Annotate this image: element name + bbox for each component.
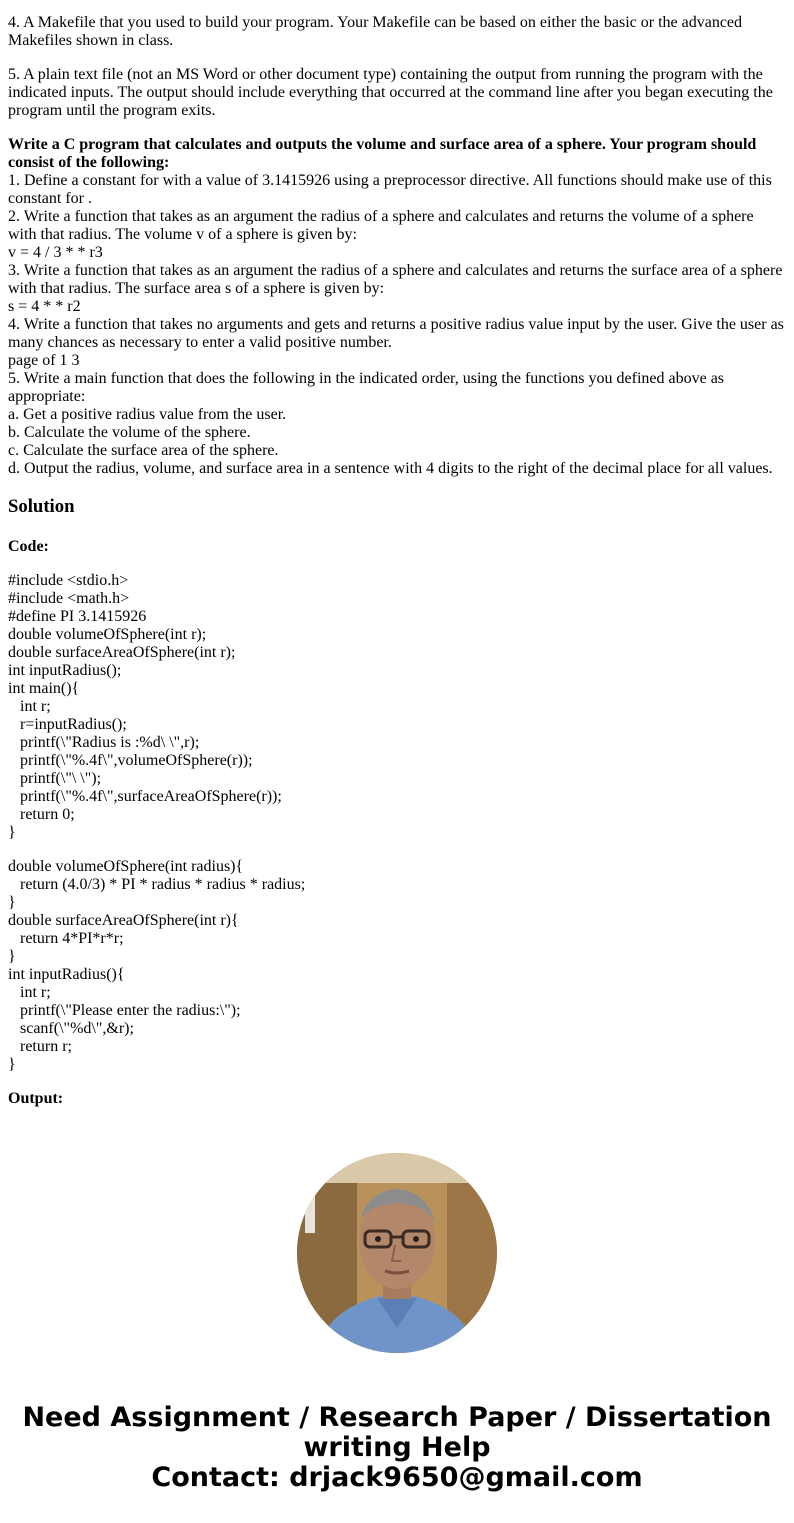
code-line: int inputRadius(){ — [8, 966, 125, 983]
code-line: printf(\"Please enter the radius:\"); — [8, 1002, 241, 1019]
code-line: int inputRadius(); — [8, 662, 122, 679]
code-line: #include <math.h> — [8, 590, 130, 607]
code-line: } — [8, 894, 16, 911]
code-line: printf(\"%.4f\",surfaceAreaOfSphere(r)); — [8, 788, 282, 805]
code-block-main — [8, 572, 786, 842]
footer-line-2: writing Help — [303, 1432, 491, 1463]
question-step-line: d. Output the radius, volume, and surface area in a sentence with 4 digits to the right of the decimal place for all values. — [8, 460, 773, 477]
code-line: return 0; — [8, 806, 75, 823]
footer-contact — [0, 1403, 794, 1493]
code-line: scanf(\"%d\",&r); — [8, 1020, 134, 1037]
code-line: double surfaceAreaOfSphere(int r){ — [8, 912, 239, 929]
question-step-line: b. Calculate the volume of the sphere. — [8, 424, 251, 441]
question-step-line: page of 1 3 — [8, 352, 80, 369]
code-line: int r; — [8, 698, 51, 715]
code-line: return (4.0/3) * PI * radius * radius * radius; — [8, 876, 306, 893]
code-line: int r; — [8, 984, 51, 1001]
code-line: r=inputRadius(); — [8, 716, 127, 733]
question-step-line: s = 4 * * r2 — [8, 298, 81, 315]
question-heading: Write a C program that calculates and outputs the volume and surface area of a sphere. Your program should consist of the following: — [8, 136, 761, 171]
author-avatar — [297, 1153, 497, 1353]
code-line: printf(\"\ \"); — [8, 770, 102, 787]
footer-contact-email: Contact: drjack9650@gmail.com — [151, 1462, 643, 1493]
code-line: int main(){ — [8, 680, 80, 697]
question-step-line: 3. Write a function that takes as an argument the radius of a sphere and calculates and returns the surface area of a sphere with that radius. The surface area s of a sphere is given by: — [8, 262, 787, 297]
question-step-line: a. Get a positive radius value from the user. — [8, 406, 287, 423]
question-body — [8, 136, 786, 478]
solution-title: Solution — [8, 496, 75, 517]
output-label: Output: — [8, 1090, 64, 1107]
code-line: printf(\"Radius is :%d\ \",r); — [8, 734, 200, 751]
code-line: } — [8, 948, 16, 965]
code-line: return r; — [8, 1038, 72, 1055]
code-label: Code: — [8, 538, 49, 555]
code-line: double surfaceAreaOfSphere(int r); — [8, 644, 236, 661]
code-line: } — [8, 1056, 16, 1073]
question-step-line: c. Calculate the surface area of the sphere. — [8, 442, 279, 459]
code-line: double volumeOfSphere(int radius){ — [8, 858, 244, 875]
author-portrait-image — [297, 1153, 497, 1353]
footer-line-1: Need Assignment / Research Paper / Dissertation — [22, 1402, 772, 1433]
code-block — [8, 572, 786, 1074]
question-step-line: 1. Define a constant for with a value of 3.1415926 using a preprocessor directive. All functions should make use of this constant for . — [8, 172, 776, 207]
code-block-functions — [8, 858, 786, 1074]
question-step-line: v = 4 / 3 * * r3 — [8, 244, 103, 261]
question-steps — [8, 172, 786, 478]
question-item-4: 4. A Makefile that you used to build your program. Your Makefile can be based on either the basic or the advanced Makefiles shown in class. — [8, 14, 743, 49]
question-step-line: 2. Write a function that takes as an argument the radius of a sphere and calculates and returns the volume of a sphere with that radius. The volume v of a sphere is given by: — [8, 208, 758, 243]
code-line: } — [8, 824, 16, 841]
code-line: printf(\"%.4f\",volumeOfSphere(r)); — [8, 752, 253, 769]
question-step-line: 5. Write a main function that does the following in the indicated order, using the functions you defined above as appropriate: — [8, 370, 729, 405]
code-line: double volumeOfSphere(int r); — [8, 626, 207, 643]
code-line: #include <stdio.h> — [8, 572, 129, 589]
code-blank-line — [8, 842, 786, 858]
question-step-line: 4. Write a function that takes no arguments and gets and returns a positive radius value input by the user. Give the user as many chances as necessary to enter a valid positive number. — [8, 316, 788, 351]
code-line: #define PI 3.1415926 — [8, 608, 147, 625]
code-line: return 4*PI*r*r; — [8, 930, 124, 947]
question-item-5: 5. A plain text file (not an MS Word or other document type) containing the output from running the program with the indicated inputs. The output should include everything that occurred at the command line after you began executing the program until the program exits. — [8, 66, 773, 119]
